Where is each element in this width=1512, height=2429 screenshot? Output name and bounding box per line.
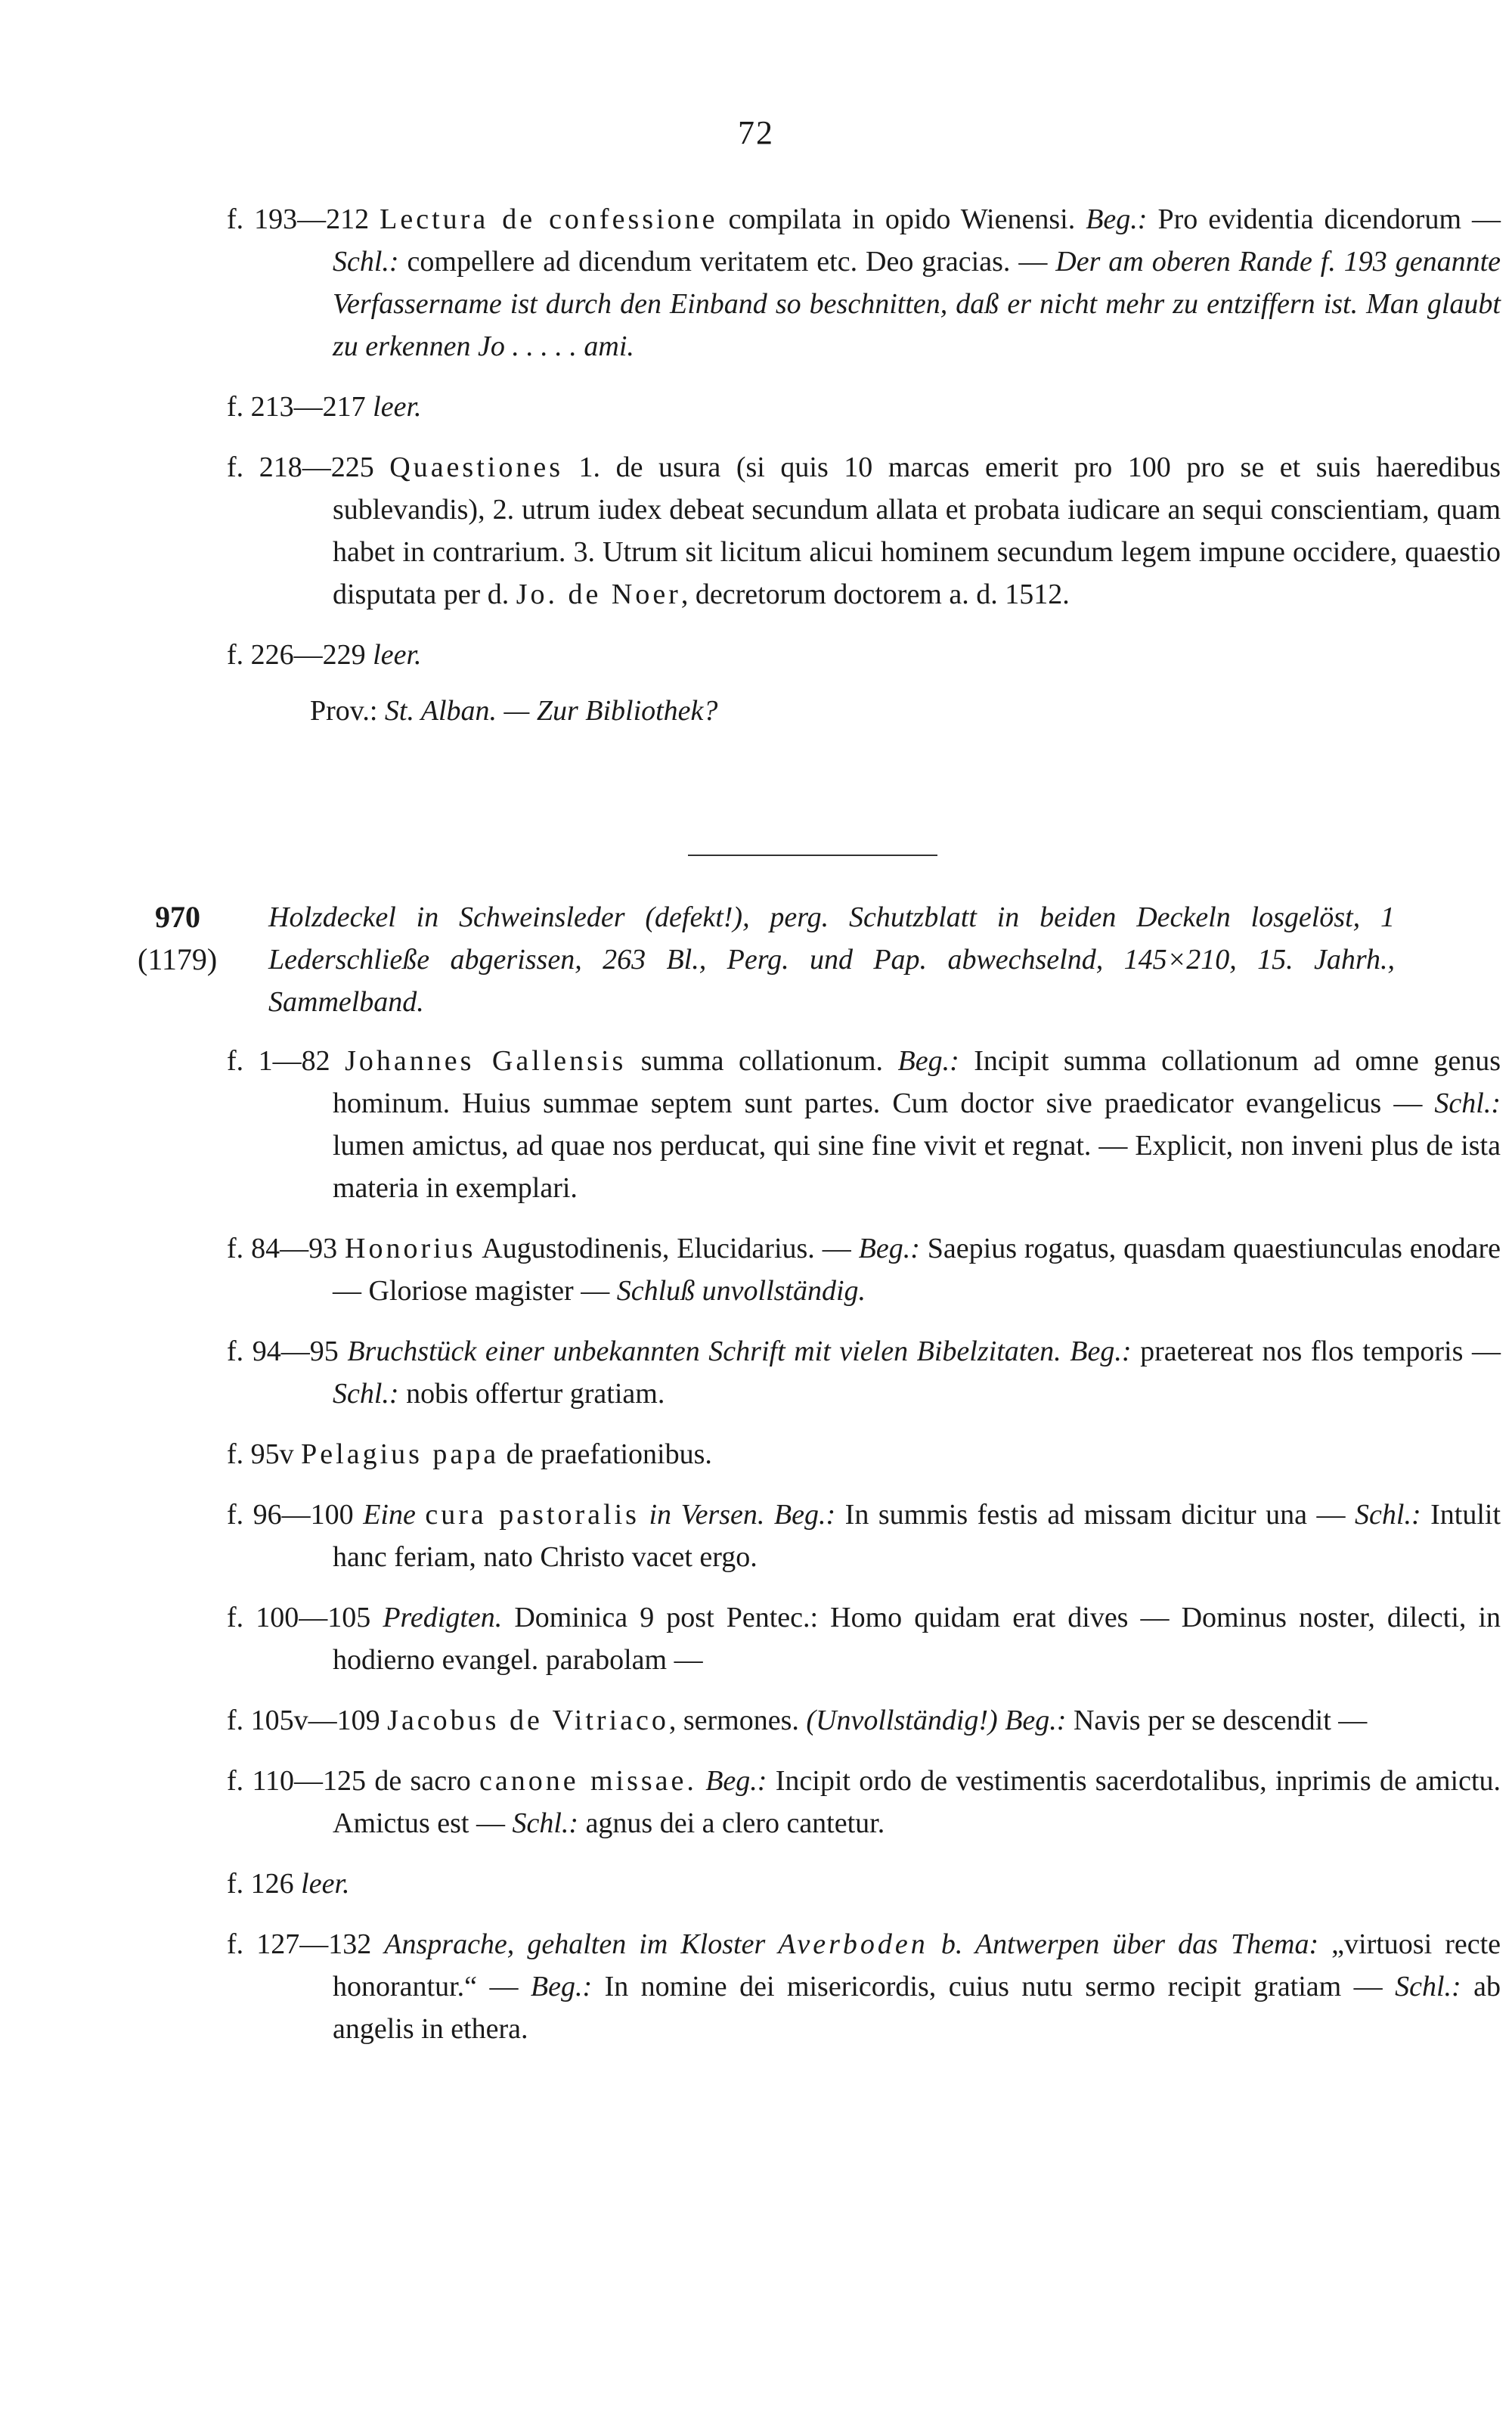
- work-title: Lectura de confessione: [380, 203, 718, 235]
- item-f1: [227, 1040, 1501, 1209]
- text: In summis festis ad missam dicitur una —: [835, 1499, 1356, 1531]
- folio-ref: f. 1—82: [227, 1045, 330, 1077]
- folio-ref: f. 127—132: [227, 1928, 372, 1960]
- text: 1. de usura (si quis 10 marcas emerit pro 100 pro se et suis haeredibus sublevandis), 2. utrum iudex debeat secundum allata et probata iudicare an sequi conscientiam, quam habet in contrarium. 3. Utrum sit licitum alicui hominem secundum legem impune occidere, quaestio disputata per d.: [333, 451, 1501, 610]
- schl-label: Schl.:: [1395, 1971, 1461, 2002]
- author-name: Jo. de Noer: [516, 579, 681, 610]
- text: nobis offertur gratiam.: [398, 1378, 665, 1410]
- beg-label: Beg.:: [1086, 203, 1148, 235]
- beg-label: Beg.:: [1070, 1335, 1132, 1367]
- text: , decretorum doctorem a. d. 1512.: [680, 579, 1070, 610]
- separator-rule: [688, 855, 937, 856]
- text: In nomine dei misericordis, cuius nutu sermo recipit gratiam —: [592, 1971, 1396, 2002]
- entry-old-number: (1179): [138, 942, 218, 976]
- place-name: Averboden: [778, 1928, 928, 1960]
- note: b. Antwerpen über das Thema:: [940, 1928, 1319, 1960]
- item-f226: [227, 634, 1501, 676]
- schl-label: Schl.:: [333, 246, 399, 278]
- beg-label: Beg.:: [1005, 1705, 1067, 1736]
- text: ab angelis in ethera.: [333, 1971, 1501, 2045]
- schl-label: Schl.:: [512, 1807, 579, 1839]
- work-title: Quaestiones: [389, 451, 563, 483]
- note: leer.: [301, 1868, 350, 1900]
- folio-ref: f. 193—212: [227, 203, 370, 235]
- text: lumen amictus, ad quae nos perducat, qui sine fine vivit et regnat. — Explicit, non inveni plus de ista materia in exemplari.: [333, 1130, 1501, 1204]
- text: „virtuosi recte honorantur.“ —: [333, 1928, 1501, 2002]
- provenance: [310, 690, 1512, 732]
- note: leer.: [373, 391, 422, 423]
- note: Ansprache, gehalten im Kloster: [384, 1928, 766, 1960]
- entry-description: Holzdeckel in Schweinsleder (defekt!), perg. Schutzblatt in beiden Deckeln losgelöst, 1 Lederschließe abgerissen, 263 Bl., Perg. und Pap. abwechselnd, 145×210, 15. Jahrh., Sammelband.: [268, 901, 1395, 1018]
- work-title: Johannes Gallensis: [345, 1045, 627, 1077]
- entry-number: 970: [155, 900, 200, 934]
- note: Der am oberen Rande f. 193 genannte Verfassername ist durch den Einband so beschnitten, daß er nicht mehr zu entziffern ist. Man glaubt zu erkennen Jo . . . . . ami.: [333, 246, 1501, 362]
- text: Incipit ordo de vestimentis sacerdotalibus, inprimis de amictu. Amictus est —: [333, 1765, 1501, 1839]
- schl-label: Schl.:: [1355, 1499, 1421, 1531]
- work-title: Pelagius papa: [301, 1438, 500, 1470]
- note: (Unvollständig!): [806, 1705, 998, 1736]
- folio-ref: f. 96—100: [227, 1499, 354, 1531]
- schl-label: Schl.:: [333, 1378, 399, 1410]
- note: Schluß unvollständig.: [616, 1275, 866, 1307]
- item-f84: [227, 1227, 1501, 1312]
- beg-label: Beg.:: [858, 1233, 920, 1264]
- folio-ref: f. 105v—109: [227, 1705, 380, 1736]
- folio-ref: f. 84—93: [227, 1233, 338, 1264]
- folio-ref: f. 94—95: [227, 1335, 339, 1367]
- text: Dominica 9 post Pentec.: Homo quidam erat dives — Dominus noster, dilecti, in hodierno evangel. parabolam —: [333, 1602, 1501, 1676]
- text: agnus dei a clero cantetur.: [578, 1807, 885, 1839]
- text: compilata in opido Wienensi.: [717, 203, 1086, 235]
- provenance-text: St. Alban. — Zur Bibliothek?: [384, 695, 718, 727]
- item-f218: [227, 446, 1501, 616]
- item-f100: [227, 1596, 1501, 1681]
- text: Augustodinenis, Elucidarius. —: [476, 1233, 859, 1264]
- item-f95v: [227, 1433, 1501, 1475]
- note: in Versen.: [649, 1499, 765, 1531]
- item-f213: [227, 386, 1501, 428]
- previous-entry-continuation: [0, 198, 1512, 732]
- note: Predigten.: [383, 1602, 503, 1633]
- text: Incipit summa collationum ad omne genus hominum. Huius summae septem sunt partes. Cum doctor sive praedicator evangelicus —: [333, 1045, 1501, 1119]
- work-title: Honorius: [345, 1233, 476, 1264]
- item-f94: [227, 1330, 1501, 1415]
- note: Bruchstück einer unbekannten Schrift mit vielen Bibelzitaten.: [347, 1335, 1061, 1367]
- work-title: Jacobus de Vitriaco: [387, 1705, 669, 1736]
- item-f126: [227, 1863, 1501, 1905]
- text: summa collationum.: [626, 1045, 898, 1077]
- beg-label: Beg.:: [530, 1971, 593, 2002]
- beg-label: Beg.:: [897, 1045, 959, 1077]
- work-title: cura pastoralis: [425, 1499, 640, 1531]
- text: de praefationibus.: [499, 1438, 712, 1470]
- item-f127: [227, 1923, 1501, 2050]
- text: , sermones.: [668, 1705, 807, 1736]
- note: leer.: [373, 639, 422, 671]
- entry-header: [0, 896, 1512, 1023]
- text: Intulit hanc feriam, nato Christo vacet ergo.: [333, 1499, 1501, 1573]
- text: Navis per se descendit —: [1066, 1705, 1368, 1736]
- beg-label: Beg.:: [773, 1499, 836, 1531]
- note: Eine: [363, 1499, 416, 1531]
- beg-label: Beg.:: [705, 1765, 767, 1797]
- page-number: 72: [738, 114, 774, 151]
- work-title: canone missae.: [479, 1765, 697, 1797]
- entry-contents: [0, 1040, 1512, 2050]
- item-f193: [227, 198, 1501, 368]
- folio-ref: f. 126: [227, 1868, 294, 1900]
- folio-ref: f. 226—229: [227, 639, 366, 671]
- folio-ref: f. 110—125: [227, 1765, 367, 1797]
- item-f96: [227, 1494, 1501, 1578]
- schl-label: Schl.:: [1434, 1087, 1501, 1119]
- item-f105v: [227, 1699, 1501, 1742]
- provenance-label: Prov.:: [310, 695, 378, 727]
- text: Pro evidentia dicendorum —: [1147, 203, 1501, 235]
- folio-ref: f. 95v: [227, 1438, 294, 1470]
- text: compellere ad dicendum veritatem etc. Deo gracias. —: [398, 246, 1056, 278]
- folio-ref: f. 100—105: [227, 1602, 371, 1633]
- text: de sacro: [374, 1765, 480, 1797]
- folio-ref: f. 213—217: [227, 391, 366, 423]
- folio-ref: f. 218—225: [227, 451, 374, 483]
- text: Saepius rogatus, quasdam quaestiunculas enodare — Gloriose magister —: [333, 1233, 1501, 1307]
- item-f110: [227, 1760, 1501, 1844]
- text: praetereat nos flos temporis —: [1131, 1335, 1501, 1367]
